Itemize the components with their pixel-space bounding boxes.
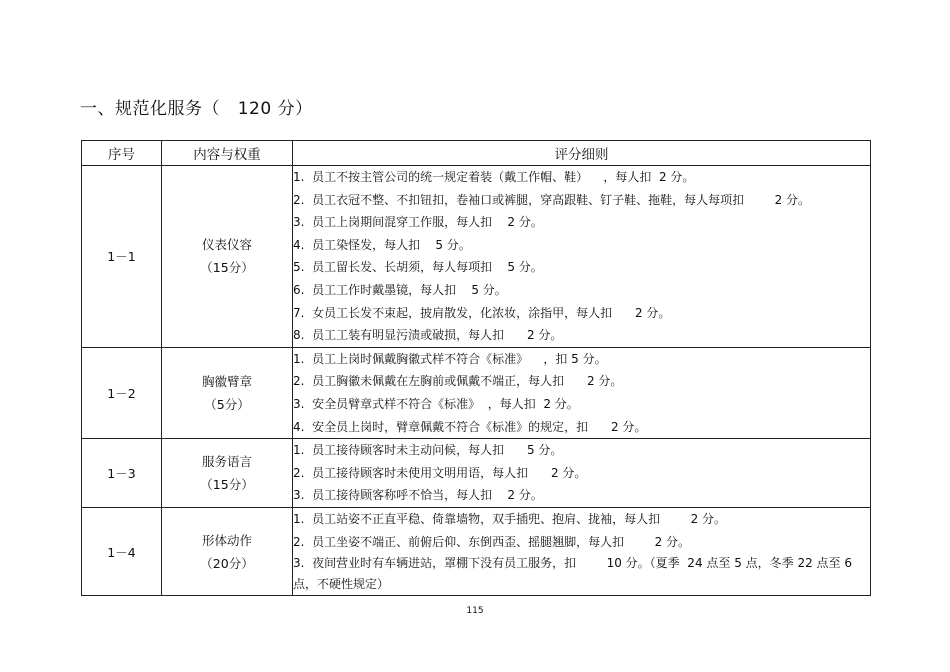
table-row bbox=[82, 507, 871, 595]
rule-item: 4. 员工染怪发，每人扣 5 分。 bbox=[293, 237, 471, 252]
rule-item: 8. 员工工装有明显污渍或破损，每人扣 2 分。 bbox=[293, 328, 563, 343]
page-number: 115 bbox=[466, 606, 484, 616]
category-weight: （20分） bbox=[200, 555, 254, 571]
rule-item: 3. 夜间营业时有车辆进站，罩棚下没有员工服务，扣 10 分。（夏季 24 点至 5 点，冬季 22 点至 6 点，不硬性规定） bbox=[293, 556, 856, 592]
row-category bbox=[162, 166, 293, 348]
row-category bbox=[162, 439, 293, 508]
header-seq: 序号 bbox=[82, 141, 162, 166]
header-rules: 评分细则 bbox=[293, 141, 871, 166]
rule-item: 2. 员工坐姿不端正、前俯后仰、东倒西歪、摇腿翘脚，每人扣 2 分。 bbox=[293, 534, 691, 549]
row-seq: 1－4 bbox=[82, 507, 162, 595]
rule-item: 2. 员工衣冠不整、不扣钮扣，卷袖口或裤腿，穿高跟鞋、钉子鞋、拖鞋，每人每项扣 2 分。 bbox=[293, 192, 811, 207]
rule-item: 2. 员工胸徽未佩戴在左胸前或佩戴不端正，每人扣 2 分。 bbox=[293, 374, 623, 389]
rule-item: 1. 员工上岗时佩戴胸徽式样不符合《标准》 ，扣 5 分。 bbox=[293, 351, 607, 366]
section-title: 一、规范化服务（ 120 分） bbox=[80, 99, 313, 119]
row-category bbox=[162, 347, 293, 438]
rule-item: 1. 员工不按主管公司的统一规定着装（戴工作帽、鞋） ，每人扣 2 分。 bbox=[293, 170, 695, 184]
category-name: 服务语言 bbox=[201, 454, 252, 470]
rule-item: 7. 女员工长发不束起，披肩散发，化浓妆，涂指甲，每人扣 2 分。 bbox=[293, 305, 671, 320]
rule-item: 2. 员工接待顾客时未使用文明用语，每人扣 2 分。 bbox=[293, 465, 587, 480]
category-weight: （15分） bbox=[200, 477, 254, 493]
row-category bbox=[162, 507, 293, 595]
row-seq: 1－1 bbox=[82, 166, 162, 348]
table-header-row bbox=[82, 141, 871, 166]
rule-list bbox=[293, 166, 871, 348]
table-row bbox=[82, 166, 871, 348]
category-name: 形体动作 bbox=[201, 532, 252, 548]
scoring-table bbox=[81, 140, 871, 596]
rule-list bbox=[293, 347, 871, 438]
rule-item: 3. 员工上岗期间混穿工作服，每人扣 2 分。 bbox=[293, 215, 543, 230]
rule-item: 3. 安全员臂章式样不符合《标准》 ，每人扣 2 分。 bbox=[293, 396, 579, 411]
rule-item: 1. 员工站姿不正直平稳、倚靠墙物，双手插兜、抱肩、拢袖，每人扣 2 分。 bbox=[293, 511, 727, 526]
rule-item: 6. 员工工作时戴墨镜，每人扣 5 分。 bbox=[293, 282, 507, 297]
rule-item: 4. 安全员上岗时，臂章佩戴不符合《标准》的规定，扣 2 分。 bbox=[293, 419, 647, 434]
table-row bbox=[82, 439, 871, 508]
category-weight: （15分） bbox=[200, 260, 254, 276]
category-name: 胸徽臂章 bbox=[201, 373, 252, 389]
row-seq: 1－3 bbox=[82, 439, 162, 508]
table-row bbox=[82, 347, 871, 438]
rule-list bbox=[293, 507, 871, 595]
rule-item: 1. 员工接待顾客时未主动问候，每人扣 5 分。 bbox=[293, 443, 563, 458]
rule-item: 3. 员工接待顾客称呼不恰当，每人扣 2 分。 bbox=[293, 488, 543, 503]
rule-list bbox=[293, 439, 871, 508]
category-weight: （5分） bbox=[204, 396, 250, 412]
category-name: 仪表仪容 bbox=[201, 237, 252, 253]
header-content-weight: 内容与权重 bbox=[162, 141, 293, 166]
row-seq: 1－2 bbox=[82, 347, 162, 438]
rule-item: 5. 员工留长发、长胡须，每人每项扣 5 分。 bbox=[293, 260, 543, 275]
